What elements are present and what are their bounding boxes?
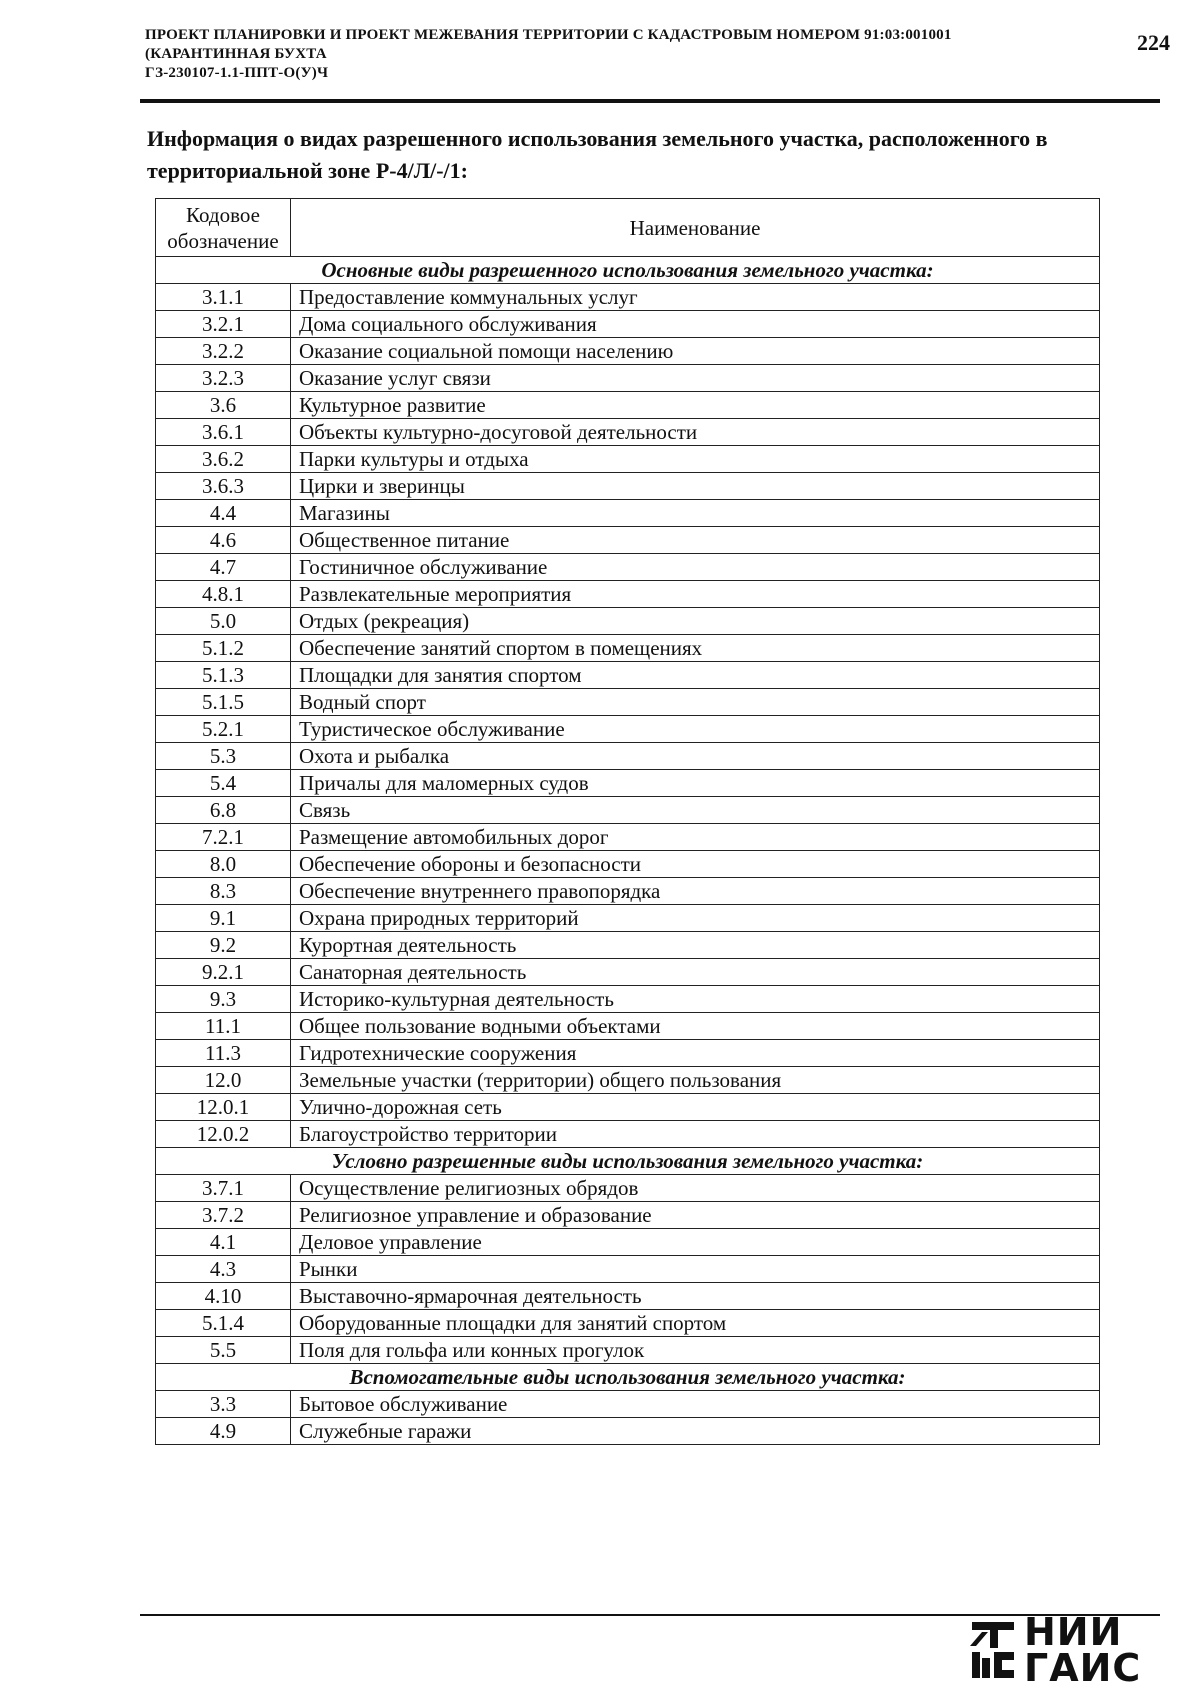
table-row bbox=[156, 554, 1100, 581]
cell-code: 8.3 bbox=[156, 878, 291, 905]
table-row bbox=[156, 419, 1100, 446]
cell-code: 3.6.3 bbox=[156, 473, 291, 500]
cell-name: Общее пользование водными объектами bbox=[291, 1013, 1100, 1040]
cell-name: Культурное развитие bbox=[291, 392, 1100, 419]
cell-name: Дома социального обслуживания bbox=[291, 311, 1100, 338]
table-row bbox=[156, 500, 1100, 527]
table-row bbox=[156, 959, 1100, 986]
section-heading-row bbox=[156, 257, 1100, 284]
table-row bbox=[156, 1418, 1100, 1445]
cell-name: Объекты культурно-досуговой деятельности bbox=[291, 419, 1100, 446]
cell-name: Деловое управление bbox=[291, 1229, 1100, 1256]
niigais-logo-icon bbox=[968, 1618, 1018, 1682]
table-row bbox=[156, 1391, 1100, 1418]
column-header-name: Наименование bbox=[291, 199, 1100, 257]
page-header bbox=[145, 26, 1105, 83]
table-row bbox=[156, 689, 1100, 716]
cell-name: Общественное питание bbox=[291, 527, 1100, 554]
table-row bbox=[156, 1337, 1100, 1364]
cell-code: 3.7.1 bbox=[156, 1175, 291, 1202]
table-row bbox=[156, 581, 1100, 608]
cell-name: Площадки для занятия спортом bbox=[291, 662, 1100, 689]
cell-code: 4.9 bbox=[156, 1418, 291, 1445]
cell-code: 4.6 bbox=[156, 527, 291, 554]
cell-code: 4.7 bbox=[156, 554, 291, 581]
cell-name: Охота и рыбалка bbox=[291, 743, 1100, 770]
cell-code: 4.10 bbox=[156, 1283, 291, 1310]
cell-name: Размещение автомобильных дорог bbox=[291, 824, 1100, 851]
table-row bbox=[156, 905, 1100, 932]
cell-name: Охрана природных территорий bbox=[291, 905, 1100, 932]
cell-name: Гидротехнические сооружения bbox=[291, 1040, 1100, 1067]
cell-name: Курортная деятельность bbox=[291, 932, 1100, 959]
cell-code: 9.2 bbox=[156, 932, 291, 959]
cell-code: 4.3 bbox=[156, 1256, 291, 1283]
cell-name: Оборудованные площадки для занятий спортом bbox=[291, 1310, 1100, 1337]
table-row bbox=[156, 284, 1100, 311]
table-row bbox=[156, 1202, 1100, 1229]
cell-name: Выставочно-ярмарочная деятельность bbox=[291, 1283, 1100, 1310]
cell-name: Осуществление религиозных обрядов bbox=[291, 1175, 1100, 1202]
cell-name: Развлекательные мероприятия bbox=[291, 581, 1100, 608]
cell-code: 5.0 bbox=[156, 608, 291, 635]
table-row bbox=[156, 311, 1100, 338]
cell-code: 4.8.1 bbox=[156, 581, 291, 608]
cell-name: Обеспечение обороны и безопасности bbox=[291, 851, 1100, 878]
cell-name: Причалы для маломерных судов bbox=[291, 770, 1100, 797]
table-header-row bbox=[156, 199, 1100, 257]
cell-code: 9.2.1 bbox=[156, 959, 291, 986]
cell-code: 11.1 bbox=[156, 1013, 291, 1040]
cell-name: Земельные участки (территории) общего пользования bbox=[291, 1067, 1100, 1094]
cell-name: Туристическое обслуживание bbox=[291, 716, 1100, 743]
cell-code: 3.6.2 bbox=[156, 446, 291, 473]
cell-code: 4.4 bbox=[156, 500, 291, 527]
header-divider bbox=[140, 99, 1160, 103]
cell-name: Благоустройство территории bbox=[291, 1121, 1100, 1148]
column-header-code: Кодовое обозначение bbox=[156, 199, 291, 257]
table-row bbox=[156, 716, 1100, 743]
section-heading-row bbox=[156, 1364, 1100, 1391]
cell-code: 3.6.1 bbox=[156, 419, 291, 446]
cell-code: 12.0 bbox=[156, 1067, 291, 1094]
header-document-code: ГЗ-230107-1.1-ППТ-О(У)Ч bbox=[145, 65, 329, 81]
table-row bbox=[156, 1094, 1100, 1121]
table-row bbox=[156, 527, 1100, 554]
table-row bbox=[156, 1283, 1100, 1310]
cell-code: 5.1.2 bbox=[156, 635, 291, 662]
cell-name: Обеспечение внутреннего правопорядка bbox=[291, 878, 1100, 905]
header-project-subtitle: (КАРАНТИННАЯ БУХТА bbox=[145, 46, 327, 62]
cell-name: Цирки и зверинцы bbox=[291, 473, 1100, 500]
table-row bbox=[156, 1121, 1100, 1148]
cell-name: Оказание услуг связи bbox=[291, 365, 1100, 392]
table-row bbox=[156, 770, 1100, 797]
table-row bbox=[156, 878, 1100, 905]
cell-code: 3.2.2 bbox=[156, 338, 291, 365]
land-use-table bbox=[155, 198, 1100, 1445]
cell-name: Отдых (рекреация) bbox=[291, 608, 1100, 635]
cell-name: Религиозное управление и образование bbox=[291, 1202, 1100, 1229]
table-row bbox=[156, 1310, 1100, 1337]
section-heading: Основные виды разрешенного использования земельного участка: bbox=[156, 257, 1100, 284]
cell-name: Санаторная деятельность bbox=[291, 959, 1100, 986]
table-row bbox=[156, 1013, 1100, 1040]
table-row bbox=[156, 986, 1100, 1013]
header-project-title: ПРОЕКТ ПЛАНИРОВКИ И ПРОЕКТ МЕЖЕВАНИЯ ТЕРРИТОРИИ С КАДАСТРОВЫМ НОМЕРОМ 91:03:001001 bbox=[145, 27, 952, 43]
cell-code: 12.0.2 bbox=[156, 1121, 291, 1148]
cell-name: Водный спорт bbox=[291, 689, 1100, 716]
cell-name: Обеспечение занятий спортом в помещениях bbox=[291, 635, 1100, 662]
section-heading-row bbox=[156, 1148, 1100, 1175]
table-row bbox=[156, 1229, 1100, 1256]
cell-name: Магазины bbox=[291, 500, 1100, 527]
cell-code: 3.6 bbox=[156, 392, 291, 419]
page-number: 224 bbox=[1137, 30, 1170, 55]
cell-name: Служебные гаражи bbox=[291, 1418, 1100, 1445]
section-heading: Вспомогательные виды использования земельного участка: bbox=[156, 1364, 1100, 1391]
cell-name: Оказание социальной помощи населению bbox=[291, 338, 1100, 365]
cell-code: 5.1.4 bbox=[156, 1310, 291, 1337]
cell-name: Рынки bbox=[291, 1256, 1100, 1283]
table-row bbox=[156, 635, 1100, 662]
table-row bbox=[156, 1256, 1100, 1283]
cell-code: 8.0 bbox=[156, 851, 291, 878]
cell-code: 9.1 bbox=[156, 905, 291, 932]
cell-code: 7.2.1 bbox=[156, 824, 291, 851]
table-row bbox=[156, 743, 1100, 770]
table-row bbox=[156, 338, 1100, 365]
table-row bbox=[156, 392, 1100, 419]
table-row bbox=[156, 1040, 1100, 1067]
cell-code: 4.1 bbox=[156, 1229, 291, 1256]
cell-code: 11.3 bbox=[156, 1040, 291, 1067]
table-row bbox=[156, 1067, 1100, 1094]
cell-name: Предоставление коммунальных услуг bbox=[291, 284, 1100, 311]
logo-line-2: ГАИС bbox=[1024, 1646, 1142, 1690]
table-row bbox=[156, 662, 1100, 689]
cell-code: 3.3 bbox=[156, 1391, 291, 1418]
table-row bbox=[156, 797, 1100, 824]
table-row bbox=[156, 446, 1100, 473]
cell-code: 5.1.5 bbox=[156, 689, 291, 716]
cell-code: 5.5 bbox=[156, 1337, 291, 1364]
cell-code: 3.2.1 bbox=[156, 311, 291, 338]
table-row bbox=[156, 932, 1100, 959]
cell-code: 9.3 bbox=[156, 986, 291, 1013]
cell-name: Связь bbox=[291, 797, 1100, 824]
table-row bbox=[156, 1175, 1100, 1202]
cell-name: Бытовое обслуживание bbox=[291, 1391, 1100, 1418]
cell-name: Поля для гольфа или конных прогулок bbox=[291, 1337, 1100, 1364]
section-heading: Условно разрешенные виды использования земельного участка: bbox=[156, 1148, 1100, 1175]
cell-code: 5.2.1 bbox=[156, 716, 291, 743]
cell-code: 5.3 bbox=[156, 743, 291, 770]
logo-line-1: НИИ bbox=[1024, 1610, 1123, 1654]
cell-code: 5.4 bbox=[156, 770, 291, 797]
niigais-logo bbox=[968, 1610, 1158, 1690]
cell-code: 5.1.3 bbox=[156, 662, 291, 689]
table-row bbox=[156, 473, 1100, 500]
cell-name: Историко-культурная деятельность bbox=[291, 986, 1100, 1013]
cell-name: Улично-дорожная сеть bbox=[291, 1094, 1100, 1121]
cell-name: Парки культуры и отдыха bbox=[291, 446, 1100, 473]
cell-code: 12.0.1 bbox=[156, 1094, 291, 1121]
cell-code: 3.2.3 bbox=[156, 365, 291, 392]
cell-name: Гостиничное обслуживание bbox=[291, 554, 1100, 581]
table-row bbox=[156, 851, 1100, 878]
cell-code: 3.1.1 bbox=[156, 284, 291, 311]
cell-code: 6.8 bbox=[156, 797, 291, 824]
document-title: Информация о видах разрешенного использования земельного участка, расположенного в территориальной зоне Р-4/Л/-/1: bbox=[147, 126, 1048, 183]
table-row bbox=[156, 365, 1100, 392]
table-row bbox=[156, 608, 1100, 635]
table-row bbox=[156, 824, 1100, 851]
cell-code: 3.7.2 bbox=[156, 1202, 291, 1229]
